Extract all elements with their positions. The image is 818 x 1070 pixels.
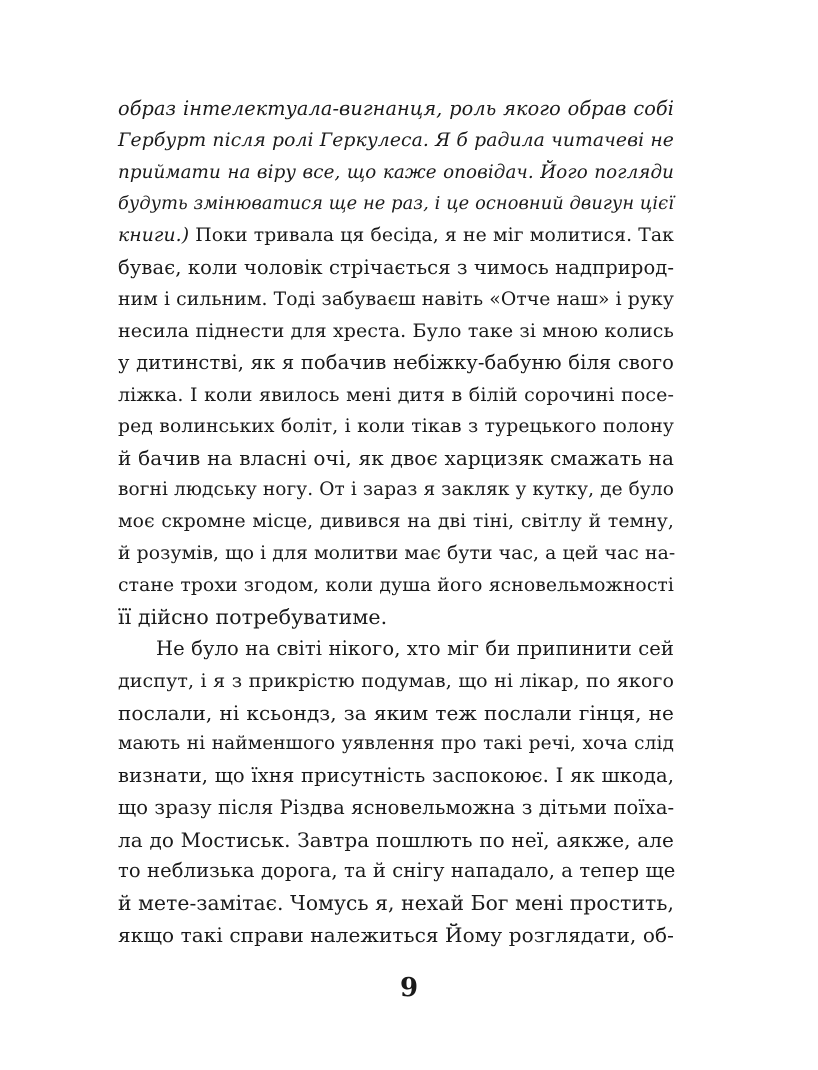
text-line: якщо такі справи належиться Йому розглядати, об- — [118, 923, 674, 947]
page-number: 9 — [399, 973, 419, 1003]
text-line: несила піднести для хреста. Було таке зі мною колись — [118, 320, 674, 342]
text-line: Гербурт після ролі Геркулеса. Я б радила читачеві не — [118, 130, 674, 151]
text-line: ним і сильним. Тоді забуваєш навіть «Отче наш» і руку — [118, 289, 674, 310]
text-line: стане трохи згодом, коли душа його ясновельможності — [118, 575, 674, 596]
text-line: послали, ні ксьондз, за яким теж послали гінця, не — [118, 701, 674, 725]
text-line: й розумів, що і для молитви має бути час, а цей час на- — [118, 543, 676, 564]
text-line: образ інтелектуала-вигнанця, роль якого обрав собі — [118, 97, 674, 120]
text-line: будуть змінюватися ще не раз, і це основний двигун цієї — [118, 194, 674, 214]
text-line: вогні людську ногу. От і зараз я закляк у кутку, де було — [118, 479, 674, 500]
text-line: мають ні найменшого уявлення про такі речі, хоча слід — [118, 733, 674, 754]
text-line: у дитинстві, як я побачив небіжку-бабуню біля свого — [118, 351, 674, 374]
text-line: моє скромне місце, дивився на дві тіні, світлу й темну, — [118, 511, 674, 532]
text-line: ла до Мостиськ. Завтра пошлють по неї, аякже, але — [118, 828, 674, 852]
text-line: й бачив на власні очі, як двоє харцизяк смажать на — [118, 446, 674, 470]
text-line: то неблизька дорога, та й снігу нападало, а тепер ще — [118, 859, 676, 882]
text-line: книги.) Поки тривала ця бесіда, я не міг молитися. Так — [118, 225, 674, 246]
text-line: ред волинських боліт, і коли тікав з турецького полону — [118, 416, 674, 437]
text-line: приймати на віру все, що каже оповідач. Його погляди — [118, 162, 674, 183]
text-line: що зразу після Різдва ясновельможна з дітьми поїха- — [118, 796, 675, 819]
text-line: її дійсно потребуватиме. — [118, 605, 388, 629]
text-line: буває, коли чоловік стрічається з чимось надприрод- — [118, 256, 675, 279]
text-line: визнати, що їхня присутність заспокоює. І як шкода, — [118, 764, 674, 787]
text-line: ліжка. І коли явилось мені дитя в білій сорочині посе- — [118, 384, 674, 406]
text-line: Не було на світі нікого, хто міг би припинити сей — [156, 637, 674, 660]
text-line: диспут, і я з прикрістю подумав, що ні лікар, по якого — [118, 670, 674, 692]
text-line: й мете-замітає. Чомусь я, нехай Бог мені простить, — [118, 891, 675, 915]
